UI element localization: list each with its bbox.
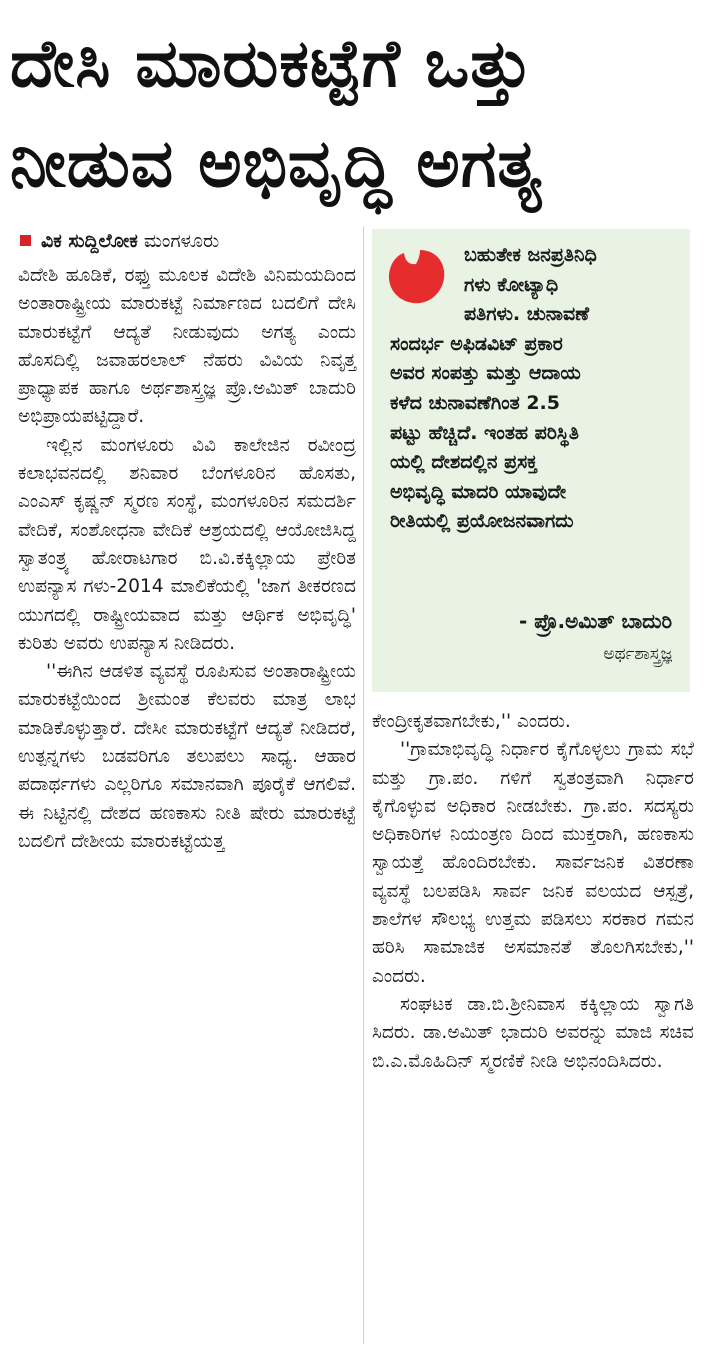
headline-line-1: ದೇಸಿ ಮಾರುಕಟ್ಟೆಗೆ ಒತ್ತು [10, 25, 533, 102]
byline [20, 228, 360, 254]
paragraph: ಕೇಂದ್ರೀಕೃತವಾಗಬೇಕು,'' ಎಂದರು. [372, 711, 571, 732]
paragraph: ಇಲ್ಲಿನ ಮಂಗಳೂರು ವಿವಿ ಕಾಲೇಜಿನ ರವೀಂದ್ರ ಕಲಾಭವನದಲ್ಲಿ ಶನಿವಾರ ಬೆಂಗಳೂರಿನ ಹೊಸತು, ಎಂಎಸ್ ಕೃಷ್ಣನ್ ಸ್ಮರಣ ಸಂಸ್ಥೆ, ಮಂಗಳೂರಿನ ಸಮದರ್ಶಿ ವೇದಿಕೆ, ಸಂಶೋಧನಾ ವೇದಿಕೆ ಆಶ್ರಯದಲ್ಲಿ ಆಯೋಜಿಸಿದ್ದ ಸ್ವಾತಂತ್ರ್ಯ ಹೋರಾಟಗಾರ ಬಿ.ವಿ.ಕಕ್ಕಿಲ್ಲಾಯ ಪ್ರೇರಿತ ಉಪನ್ಯಾಸ ಗಳು-2014 ಮಾಲಿಕೆಯಲ್ಲಿ 'ಜಾಗ ತೀಕರಣದ ಯುಗದಲ್ಲಿ ರಾಷ್ಟ್ರೀಯವಾದ ಮತ್ತು ಆರ್ಥಿಕ ಅಭಿವೃದ್ಧಿ' ಕುರಿತು ಅವರು ಉಪನ್ಯಾಸ ನೀಡಿದರು. [18, 434, 356, 654]
quote-line: ಅಭಿವೃದ್ಧಿ ಮಾದರಿ ಯಾವುದೇ [390, 480, 567, 503]
quote-line: ಗಳು ಕೋಟ್ಯಾಧಿ [464, 273, 559, 296]
right-column [372, 708, 694, 1076]
quote-line: ಬಹುತೇಕ ಜನಪ್ರತಿನಿಧಿ [464, 244, 597, 266]
byline-location: ಮಂಗಳೂರು [143, 230, 220, 252]
quote-line: ಅವರ ಸಂಪತ್ತು ಮತ್ತು ಆದಾಯ [390, 362, 581, 385]
headline-line-2: ನೀಡುವ ಅಭಿವೃದ್ಧಿ ಅಗತ್ಯ [10, 125, 543, 202]
byline-source: ವಿಕ ಸುದ್ದಿಲೋಕ [41, 230, 138, 252]
left-column [18, 262, 356, 856]
column-divider [363, 226, 364, 1344]
paragraph: ''ಈಗಿನ ಆಡಳಿತ ವ್ಯವಸ್ಥೆ ರೂಪಿಸುವ ಅಂತಾರಾಷ್ಟ್ರೀಯ ಮಾರುಕಟ್ಟೆಯಿಂದ ಶ್ರೀಮಂತ ಕೆಲವರು ಮಾತ್ರ ಲಾಭ ಮಾಡಿಕೊಳ್ಳುತ್ತಾರೆ. ದೇಸೀ ಮಾರುಕಟ್ಟೆಗೆ ಆದ್ಯತೆ ನೀಡಿದರೆ, ಉತ್ಪನ್ನಗಳು ಬಡವರಿಗೂ ತಲುಪಲು ಸಾಧ್ಯ. ಆಹಾರ ಪದಾರ್ಥಗಳು ಎಲ್ಲರಿಗೂ ಸಮಾನವಾಗಿ ಪೂರೈಕೆ ಆಗಲಿವೆ. ಈ ನಿಟ್ಟಿನಲ್ಲಿ ದೇಶದ ಹಣಕಾಸು ನೀತಿ ಷೇರು ಮಾರುಕಟ್ಟೆ ಬದಲಿಗೆ ದೇಶೀಯ ಮಾರುಕಟ್ಟೆಯತ್ತ [18, 661, 356, 852]
quote-line: ಕಳೆದ ಚುನಾವಣೆಗಿಂತ 2.5 [390, 391, 560, 414]
quote-line: ಯಲ್ಲಿ ದೇಶದಲ್ಲಿನ ಪ್ರಸಕ್ತ [390, 451, 538, 474]
quote-line: ಪಟ್ಟು ಹೆಚ್ಚಿದೆ. ಇಂತಹ ಪರಿಸ್ಥಿತಿ [390, 421, 579, 444]
paragraph: ಸಂಘಟಕ ಡಾ.ಬಿ.ಶ್ರೀನಿವಾಸ ಕಕ್ಕಿಲ್ಲಾಯ ಸ್ವಾಗತಿ ಸಿದರು. ಡಾ.ಅಮಿತ್ ಭಾದುರಿ ಅವರನ್ನು ಮಾಜಿ ಸಚಿವ ಬಿ.ಎ.ಮೊಹಿದಿನ್ ಸ್ಮರಣಿಕೆ ನೀಡಿ ಅಭಿನಂದಿಸಿದರು. [372, 993, 694, 1072]
quote-author: - ಪ್ರೊ.ಅಮಿತ್ ಬಾದುರಿ [519, 609, 672, 633]
paragraph: ವಿದೇಶಿ ಹೂಡಿಕೆ, ರಫ್ತು ಮೂಲಕ ವಿದೇಶಿ ವಿನಿಮಯದಿಂದ ಅಂತಾರಾಷ್ಟ್ರೀಯ ಮಾರುಕಟ್ಟೆ ನಿರ್ಮಾಣದ ಬದಲಿಗೆ ದೇಸಿ ಮಾರುಕಟ್ಟೆಗೆ ಆದ್ಯತೆ ನೀಡುವುದು ಅಗತ್ಯ ಎಂದು ಹೊಸದಿಲ್ಲಿ ಜವಾಹರಲಾಲ್ ನೆಹರು ವಿವಿಯ ನಿವೃತ್ತ ಪ್ರಾಧ್ಯಾಪಕ ಹಾಗೂ ಅರ್ಥಶಾಸ್ತ್ರಜ್ಞ ಪ್ರೊ.ಅಮಿತ್ ಬಾದುರಿ ಅಭಿಪ್ರಾಯಪಟ್ಟಿದ್ದಾರೆ. [18, 265, 356, 428]
red-square-icon [20, 235, 31, 246]
quote-line: ಪತಿಗಳು. ಚುನಾವಣೆ [464, 303, 590, 326]
quote-line: ರೀತಿಯಲ್ಲಿ ಪ್ರಯೋಜನವಾಗದು [390, 510, 574, 533]
quote-author-role: ಅರ್ಥಶಾಸ್ತ್ರಜ್ಞ [603, 644, 672, 664]
pull-quote-box [372, 229, 690, 692]
quote-line: ಸಂದರ್ಭ ಅಫಿಡವಿಟ್ ಪ್ರಕಾರ [390, 332, 563, 355]
pull-quote-text [390, 241, 680, 537]
paragraph: ''ಗ್ರಾಮಾಭಿವೃದ್ಧಿ ನಿರ್ಧಾರ ಕೈಗೊಳ್ಳಲು ಗ್ರಾಮ ಸಭೆ ಮತ್ತು ಗ್ರಾ.ಪಂ. ಗಳಿಗೆ ಸ್ವತಂತ್ರವಾಗಿ ನಿರ್ಧಾರ ಕೈಗೊಳ್ಳುವ ಅಧಿಕಾರ ನೀಡಬೇಕು. ಗ್ರಾ.ಪಂ. ಸದಸ್ಯರು ಅಧಿಕಾರಿಗಳ ನಿಯಂತ್ರಣ ದಿಂದ ಮುಕ್ತರಾಗಿ, ಹಣಕಾಸು ಸ್ವಾಯತ್ತೆ ಹೊಂದಿರಬೇಕು. ಸಾರ್ವಜನಿಕ ವಿತರಣಾ ವ್ಯವಸ್ಥೆ ಬಲಪಡಿಸಿ ಸಾರ್ವ ಜನಿಕ ವಲಯದ ಆಸ್ಪತ್ರೆ, ಶಾಲೆಗಳ ಸೌಲಭ್ಯ ಉತ್ತಮ ಪಡಿಸಲು ಸರಕಾರ ಗಮನ ಹರಿಸಿ ಸಾಮಾಜಿಕ ಅಸಮಾನತೆ ತೊಲಗಿಸಬೇಕು,'' ಎಂದರು. [372, 739, 694, 987]
headline [10, 14, 700, 214]
